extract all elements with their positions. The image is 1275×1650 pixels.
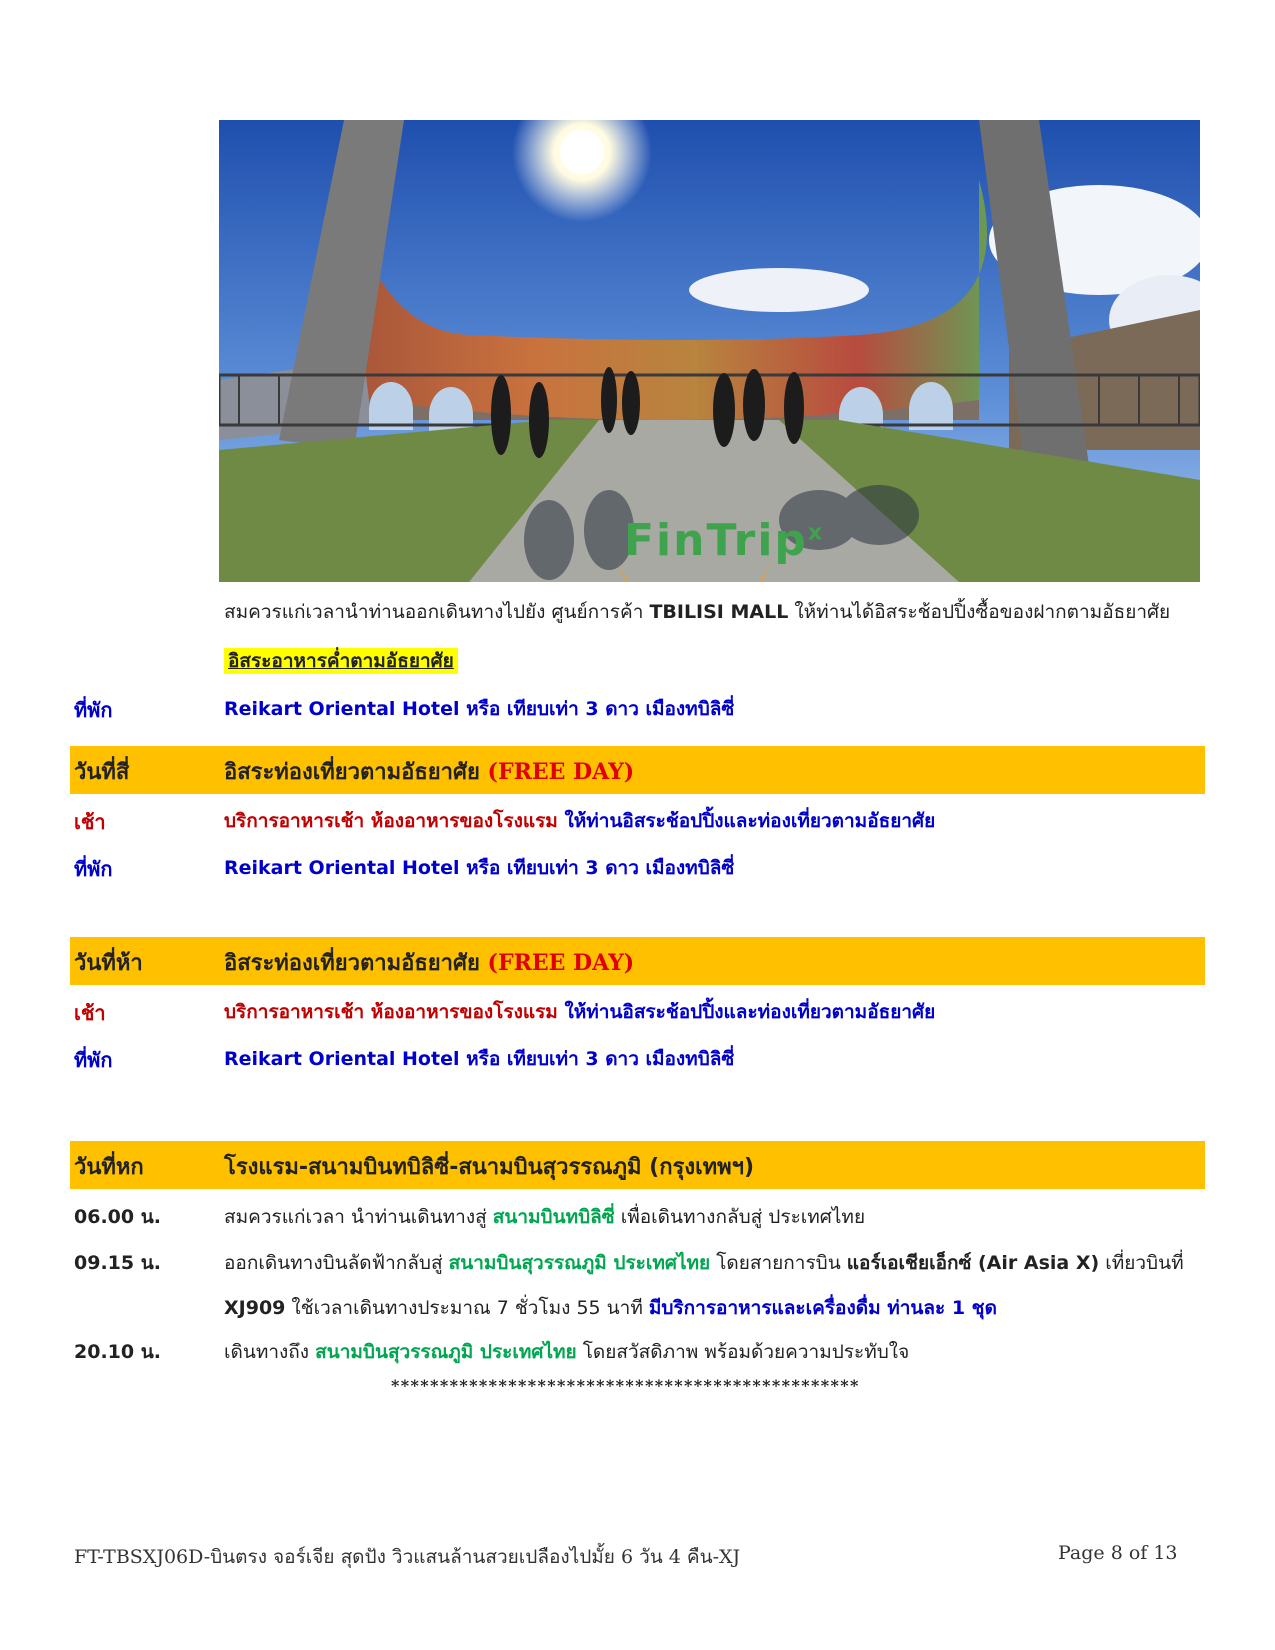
itinerary-line-2: ออกเดินทางบินลัดฟ้ากลับสู่ สนามบินสุวรรณภูมิ ประเทศไทย โดยสายการบิน แอร์เอเชียเอ็กซ์ (Air Asia X) เที่ยวบินที่ xyxy=(224,1252,1184,1274)
itinerary-line-4: เดินทางถึง สนามบินสุวรรณภูมิ ประเทศไทย โดยสวัสดิภาพ พร้อมด้วยความประทับใจ xyxy=(224,1341,910,1363)
day4-header xyxy=(70,746,1205,794)
time-0600: 06.00 น. xyxy=(74,1206,161,1228)
section-divider: ************************************************ xyxy=(391,1376,860,1395)
day4-label: วันที่สี่ xyxy=(74,760,130,785)
time-2010: 20.10 น. xyxy=(74,1341,161,1363)
time-0915: 09.15 น. xyxy=(74,1252,161,1274)
day5-label: วันที่ห้า xyxy=(74,951,143,976)
day5-morning-label: เช้า xyxy=(74,1001,106,1025)
day6-label: วันที่หก xyxy=(74,1155,144,1180)
dinner-note: อิสระอาหารค่ำตามอัธยาศัย xyxy=(224,646,458,676)
page-number: Page 8 of 13 xyxy=(1058,1542,1178,1564)
day4-title: อิสระท่องเที่ยวตามอัธยาศัย (FREE DAY) xyxy=(224,759,635,785)
itinerary-line-3: XJ909 ใช้เวลาเดินทางประมาณ 7 ชั่วโมง 55 นาที มีบริการอาหารและเครื่องดื่ม ท่านละ 1 ชุด xyxy=(224,1297,997,1319)
day5-morning-text: บริการอาหารเช้า ห้องอาหารของโรงแรม ให้ท่านอิสระช้อปปิ้งและท่องเที่ยวตามอัธยาศัย xyxy=(224,1001,936,1023)
day4-morning-label: เช้า xyxy=(74,810,106,834)
day4-stay-text: Reikart Oriental Hotel หรือ เทียบเท่า 3 ดาว เมืองทบิลิซี่ xyxy=(224,857,735,879)
itinerary-line-1: สมควรแก่เวลา นำท่านเดินทางสู่ สนามบินทบิลิซี่ เพื่อเดินทางกลับสู่ ประเทศไทย xyxy=(224,1206,866,1228)
day6-header xyxy=(70,1141,1205,1189)
stay-label: ที่พัก xyxy=(74,698,113,722)
watermark-swoosh xyxy=(619,560,769,582)
mall-paragraph: สมควรแก่เวลานำท่านออกเดินทางไปยัง ศูนย์การค้า TBILISI MALL ให้ท่านได้อิสระช้อปปิ้งซื้อของฝากตามอัธยาศัย xyxy=(224,601,1171,623)
day5-stay-text: Reikart Oriental Hotel หรือ เทียบเท่า 3 ดาว เมืองทบิลิซี่ xyxy=(224,1048,735,1070)
monument-photo xyxy=(219,120,1200,582)
day5-title: อิสระท่องเที่ยวตามอัธยาศัย (FREE DAY) xyxy=(224,950,635,976)
day5-header xyxy=(70,937,1205,985)
fintrip-watermark: FinTrip$^x$ xyxy=(624,515,825,566)
stay-text: Reikart Oriental Hotel หรือ เทียบเท่า 3 ดาว เมืองทบิลิซี่ xyxy=(224,698,735,720)
footer-code: FT-TBSXJ06D-บินตรง จอร์เจีย สุดปัง วิวแสนล้านสวยเปลืองไปมั้ย 6 วัน 4 คืน-XJ xyxy=(74,1546,741,1568)
day4-morning-text: บริการอาหารเช้า ห้องอาหารของโรงแรม ให้ท่านอิสระช้อปปิ้งและท่องเที่ยวตามอัธยาศัย xyxy=(224,810,936,832)
day6-title: โรงแรม-สนามบินทบิลิซี่-สนามบินสุวรรณภูมิ (กรุงเทพฯ) xyxy=(224,1155,755,1180)
day5-stay-label: ที่พัก xyxy=(74,1048,113,1072)
day4-stay-label: ที่พัก xyxy=(74,857,113,881)
